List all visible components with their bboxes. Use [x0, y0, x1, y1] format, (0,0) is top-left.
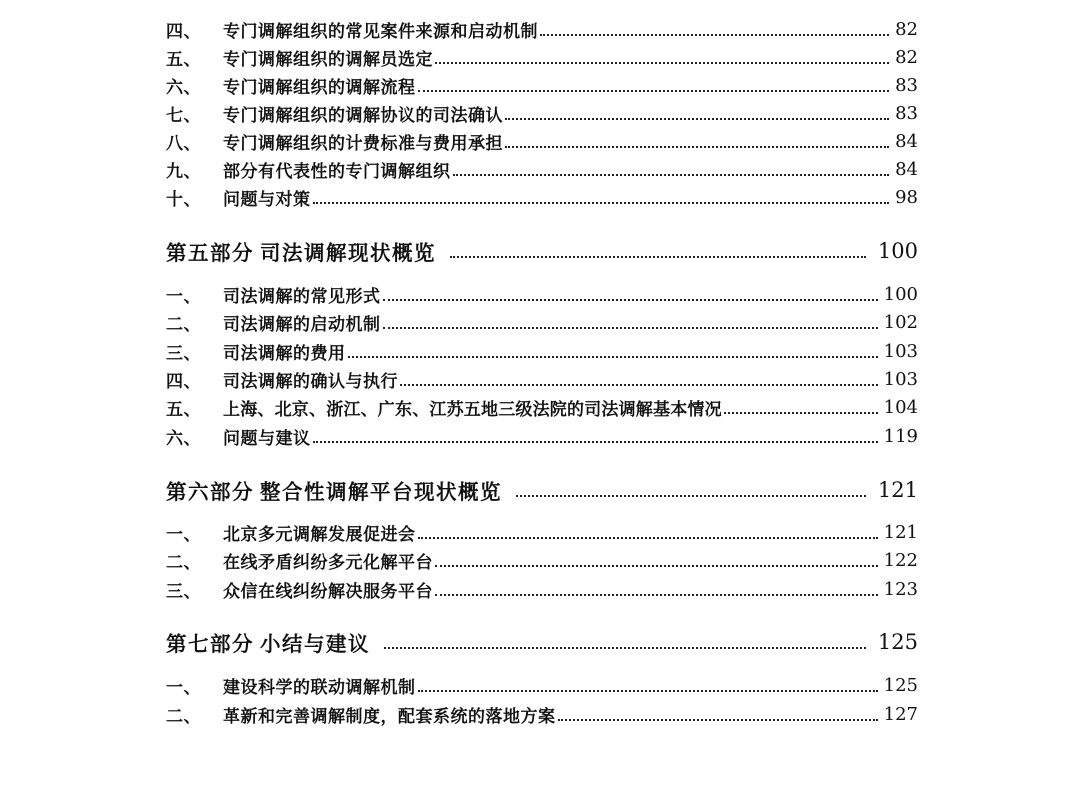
entry-page-number: 127: [883, 703, 918, 725]
toc-entry: [166, 364, 918, 394]
entry-title: 专门调解组织的调解员选定: [223, 49, 433, 70]
entry-title: 部分有代表性的专门调解组织: [223, 161, 451, 182]
part-page-number: 125: [877, 630, 918, 654]
dot-leader: [400, 384, 878, 386]
entry-page-number: 103: [883, 368, 918, 390]
toc-entry: [166, 126, 918, 156]
entry-number: 三、: [166, 581, 201, 602]
part-title: 司法调解现状概览: [260, 241, 436, 265]
dot-leader: [435, 565, 878, 567]
dot-leader: [435, 62, 889, 64]
entry-page-number: 100: [883, 283, 918, 305]
entry-title: 在线矛盾纠纷多元化解平台: [223, 552, 433, 573]
toc-entry: [166, 42, 918, 72]
entry-number: 九、: [166, 161, 201, 182]
dot-leader: [384, 647, 866, 649]
entry-page-number: 121: [883, 521, 918, 543]
entry-page-number: 123: [883, 578, 918, 600]
entry-number: 一、: [166, 524, 201, 545]
toc-entry: [166, 517, 918, 547]
dot-leader: [505, 118, 889, 120]
entry-title: 司法调解的启动机制: [223, 314, 381, 335]
toc-part-heading: [166, 473, 918, 507]
dot-leader: [540, 34, 889, 36]
entry-page-number: 102: [883, 311, 918, 333]
toc-entry: [166, 392, 918, 422]
entry-title: 专门调解组织的计费标准与费用承担: [223, 133, 503, 154]
toc-entry: [166, 336, 918, 366]
toc-entry: [166, 574, 918, 604]
entry-page-number: 84: [895, 130, 918, 152]
dot-leader: [348, 356, 878, 358]
entry-title: 北京多元调解发展促进会: [223, 524, 416, 545]
part-page-number: 100: [877, 239, 918, 263]
dot-leader: [418, 90, 890, 92]
entry-page-number: 83: [895, 74, 918, 96]
entry-title: 建设科学的联动调解机制: [223, 677, 416, 698]
entry-page-number: 82: [895, 18, 918, 40]
entry-title: 司法调解的确认与执行: [223, 371, 398, 392]
part-label: 第六部分: [166, 480, 254, 504]
entry-number: 五、: [166, 49, 201, 70]
entry-title: 专门调解组织的调解流程: [223, 77, 416, 98]
entry-title: 司法调解的费用: [223, 343, 346, 364]
toc-entry: [166, 70, 918, 100]
dot-leader: [383, 327, 878, 329]
entry-number: 二、: [166, 552, 201, 573]
part-title: 小结与建议: [260, 632, 370, 656]
entry-title: 专门调解组织的调解协议的司法确认: [223, 105, 503, 126]
toc-entry: [166, 98, 918, 128]
entry-number: 一、: [166, 286, 201, 307]
entry-number: 七、: [166, 105, 201, 126]
entry-page-number: 104: [883, 396, 918, 418]
entry-title: 司法调解的常见形式: [223, 286, 381, 307]
entry-page-number: 122: [883, 549, 918, 571]
part-title: 整合性调解平台现状概览: [260, 480, 502, 504]
dot-leader: [418, 690, 878, 692]
entry-page-number: 119: [883, 425, 918, 447]
entry-title: 问题与建议: [223, 428, 311, 449]
entry-number: 十、: [166, 189, 201, 210]
toc-entry: [166, 154, 918, 184]
dot-leader: [516, 495, 866, 497]
dot-leader: [505, 146, 889, 148]
entry-number: 四、: [166, 21, 201, 42]
part-page-number: 121: [877, 478, 918, 502]
toc-entry: [166, 670, 918, 700]
entry-page-number: 125: [883, 674, 918, 696]
toc-entry: [166, 421, 918, 451]
toc-entry: [166, 14, 918, 44]
entry-number: 一、: [166, 677, 201, 698]
entry-number: 六、: [166, 428, 201, 449]
entry-number: 六、: [166, 77, 201, 98]
dot-leader: [383, 299, 878, 301]
entry-title: 问题与对策: [223, 189, 311, 210]
entry-number: 三、: [166, 343, 201, 364]
toc-part-heading: [166, 234, 918, 268]
dot-leader: [558, 719, 878, 721]
entry-title: 上海、北京、浙江、广东、江苏五地三级法院的司法调解基本情况: [223, 399, 722, 420]
part-label: 第五部分: [166, 241, 254, 265]
dot-leader: [313, 441, 878, 443]
entry-number: 五、: [166, 399, 201, 420]
dot-leader: [435, 594, 878, 596]
toc-entry: [166, 545, 918, 575]
entry-page-number: 83: [895, 102, 918, 124]
entry-page-number: 84: [895, 158, 918, 180]
dot-leader: [453, 174, 890, 176]
entry-page-number: 103: [883, 340, 918, 362]
toc-entry: [166, 307, 918, 337]
entry-number: 二、: [166, 314, 201, 335]
toc-entry: [166, 182, 918, 212]
dot-leader: [450, 256, 866, 258]
dot-leader: [724, 412, 878, 414]
toc-part-heading: [166, 625, 918, 659]
toc-entry: [166, 279, 918, 309]
entry-page-number: 98: [895, 186, 918, 208]
entry-number: 四、: [166, 371, 201, 392]
part-label: 第七部分: [166, 632, 254, 656]
entry-title: 专门调解组织的常见案件来源和启动机制: [223, 21, 538, 42]
toc-entry: [166, 699, 918, 729]
dot-leader: [418, 537, 878, 539]
entry-page-number: 82: [895, 46, 918, 68]
entry-title: 革新和完善调解制度，配套系统的落地方案: [223, 706, 556, 727]
entry-title: 众信在线纠纷解决服务平台: [223, 581, 433, 602]
entry-number: 二、: [166, 706, 201, 727]
entry-number: 八、: [166, 133, 201, 154]
dot-leader: [313, 202, 890, 204]
